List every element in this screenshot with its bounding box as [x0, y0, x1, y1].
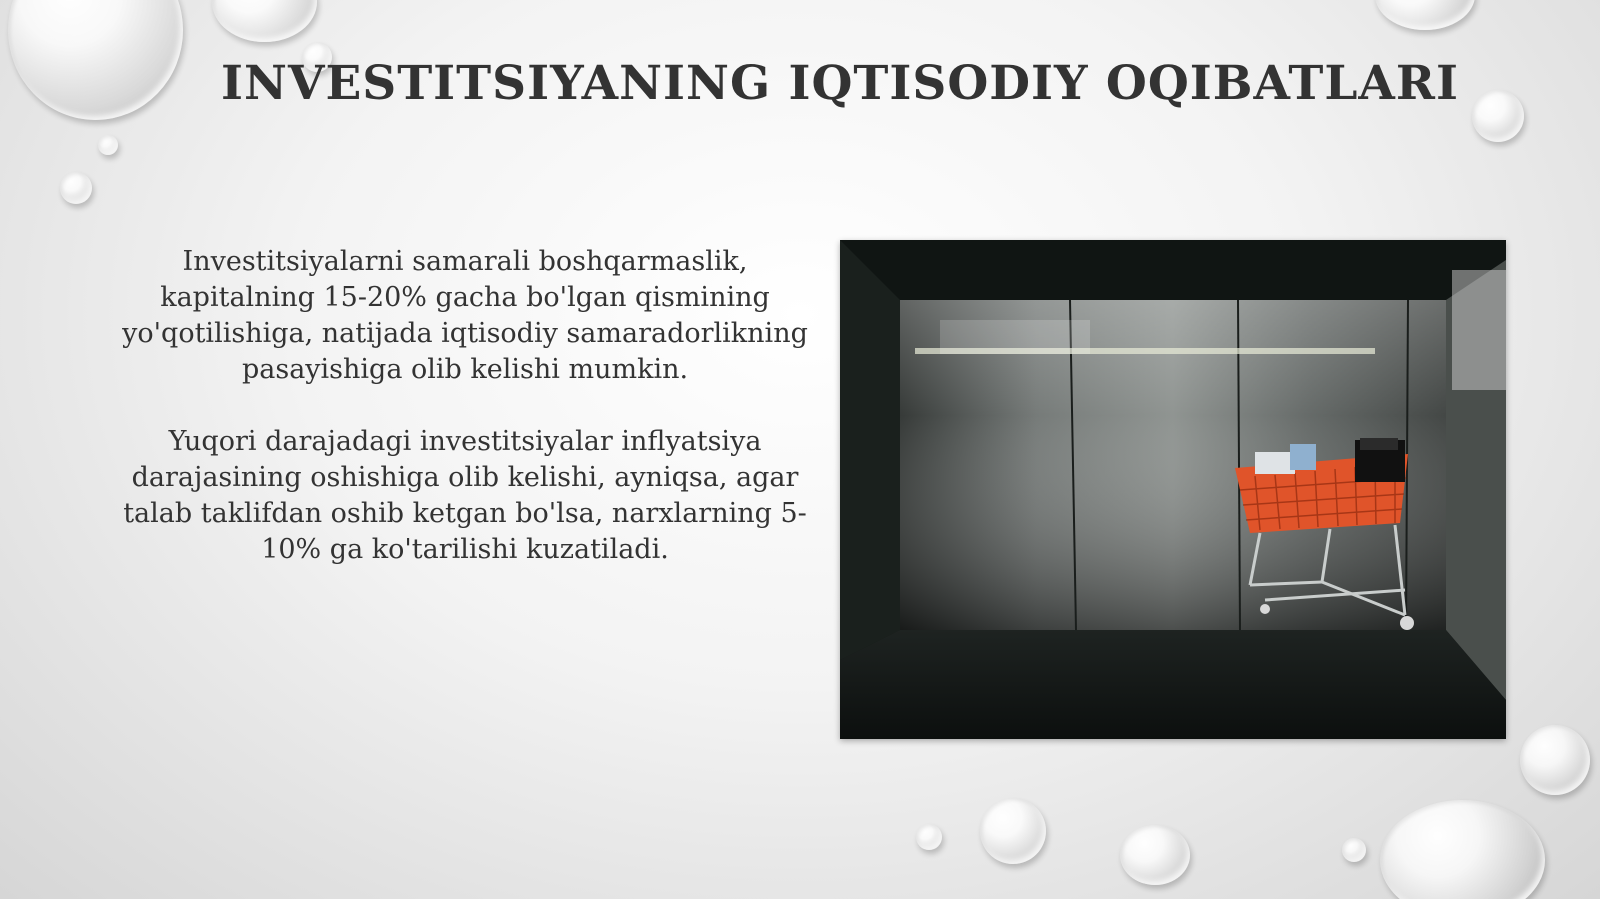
water-drop-icon: [916, 824, 942, 850]
water-drop-icon: [1520, 725, 1590, 795]
water-drop-icon: [1342, 838, 1366, 862]
shopping-cart-photo: [840, 240, 1506, 739]
water-drop-icon: [98, 135, 118, 155]
slide-body: [115, 244, 815, 568]
paragraph-capital-loss: Investitsiyalarni samarali boshqarmaslik, kapitalning 15-20% gacha bo'lgan qismining yo'qotilishiga, natijada iqtisodiy samaradorlikning pasayishiga olib kelishi mumkin.: [122, 246, 808, 385]
slide-title: INVESTITSIYANING IQTISODIY OQIBATLARI: [221, 56, 1459, 111]
water-drop-icon: [980, 798, 1046, 864]
water-drop-icon: [1380, 800, 1545, 899]
water-drop-icon: [212, 0, 317, 42]
water-drop-icon: [1120, 825, 1190, 885]
paragraph-inflation: Yuqori darajadagi investitsiyalar inflyatsiya darajasining oshishiga olib kelishi, ayniqsa, agar talab taklifdan oshib ketgan bo'lsa, narxlarning 5-10% ga ko'tarilishi kuzatiladi.: [123, 426, 807, 565]
shopping-cart-photo-icon: [840, 240, 1506, 739]
water-drop-icon: [60, 172, 92, 204]
water-drop-icon: [1375, 0, 1475, 30]
water-drop-icon: [8, 0, 183, 120]
